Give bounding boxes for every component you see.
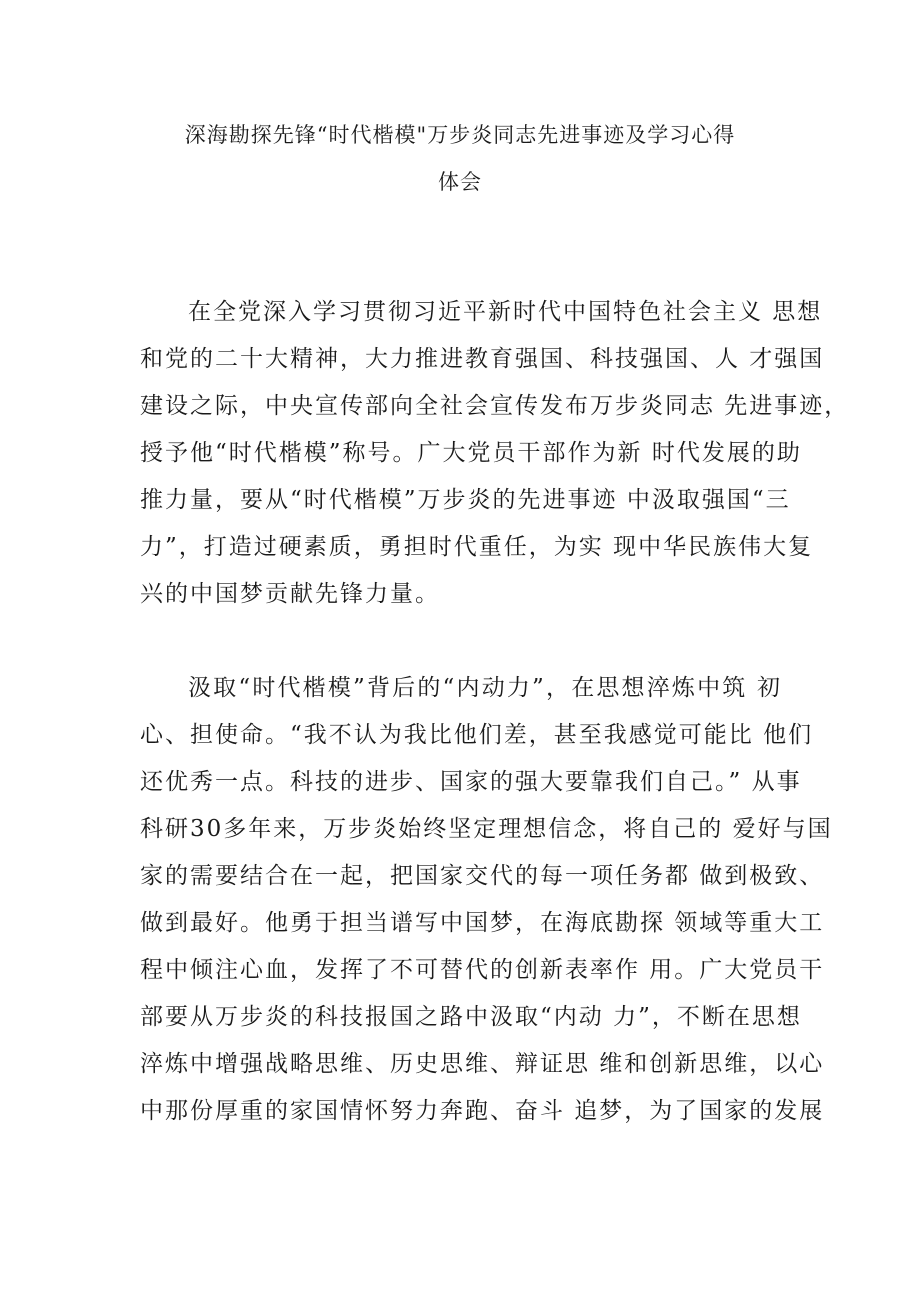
paragraph-line: 做到最好。他勇于担当谱写中国梦，在海底勘探 领域等重大工 <box>140 910 825 936</box>
paragraph-line: 还优秀一点。科技的进步、国家的强大要靠我们自己。” 从事 <box>140 769 802 795</box>
paragraph-line: 推力量，要从“时代楷模”万步炎的先进事迹 中汲取强国“三 <box>140 487 791 513</box>
paragraph-2 <box>140 672 833 1142</box>
paragraph-line: 授予他“时代楷模”称号。广大党员干部作为新 时代发展的助 <box>140 440 802 466</box>
paragraph-line: 在全党深入学习贯彻习近平新时代中国特色社会主义 思想 <box>188 299 823 325</box>
paragraph-line: 科研30多年来，万步炎始终坚定理想信念，将自己的 爱好与国 <box>140 816 833 842</box>
document-title-line-1: 深海勘探先锋“时代楷模"万步炎同志先进事迹及学习心得 <box>184 123 736 147</box>
paragraph-line: 淬炼中增强战略思维、历史思维、辩证思 维和创新思维，以心 <box>140 1051 825 1077</box>
paragraph-line: 部要从万步炎的科技报国之路中汲取“内动 力”，不断在思想 <box>140 1004 802 1030</box>
paragraph-line: 建设之际，中央宣传部向全社会宣传发布万步炎同志 先进事迹， <box>140 393 850 419</box>
paragraph-line: 兴的中国梦贡献先锋力量。 <box>140 581 440 607</box>
document-title-line-2: 体会 <box>438 170 482 194</box>
paragraph-line: 力”，打造过硬素质，勇担时代重任，为实 现中华民族伟大复 <box>140 534 814 560</box>
paragraph-1 <box>140 296 850 625</box>
paragraph-line: 汲取“时代楷模”背后的“内动力”，在思想淬炼中筑 初 <box>188 675 782 701</box>
paragraph-line: 和党的二十大精神，大力推进教育强国、科技强国、人 才强国 <box>140 346 825 372</box>
paragraph-line: 程中倾注心血，发挥了不可替代的创新表率作 用。广大党员干 <box>140 957 825 983</box>
paragraph-line: 中那份厚重的家国情怀努力奔跑、奋斗 追梦，为了国家的发展 <box>140 1098 825 1124</box>
paragraph-line: 心、担使命。“我不认为我比他们差，甚至我感觉可能比 他们 <box>140 722 814 748</box>
paragraph-line: 家的需要结合在一起，把国家交代的每一项任务都 做到极致、 <box>140 863 825 889</box>
